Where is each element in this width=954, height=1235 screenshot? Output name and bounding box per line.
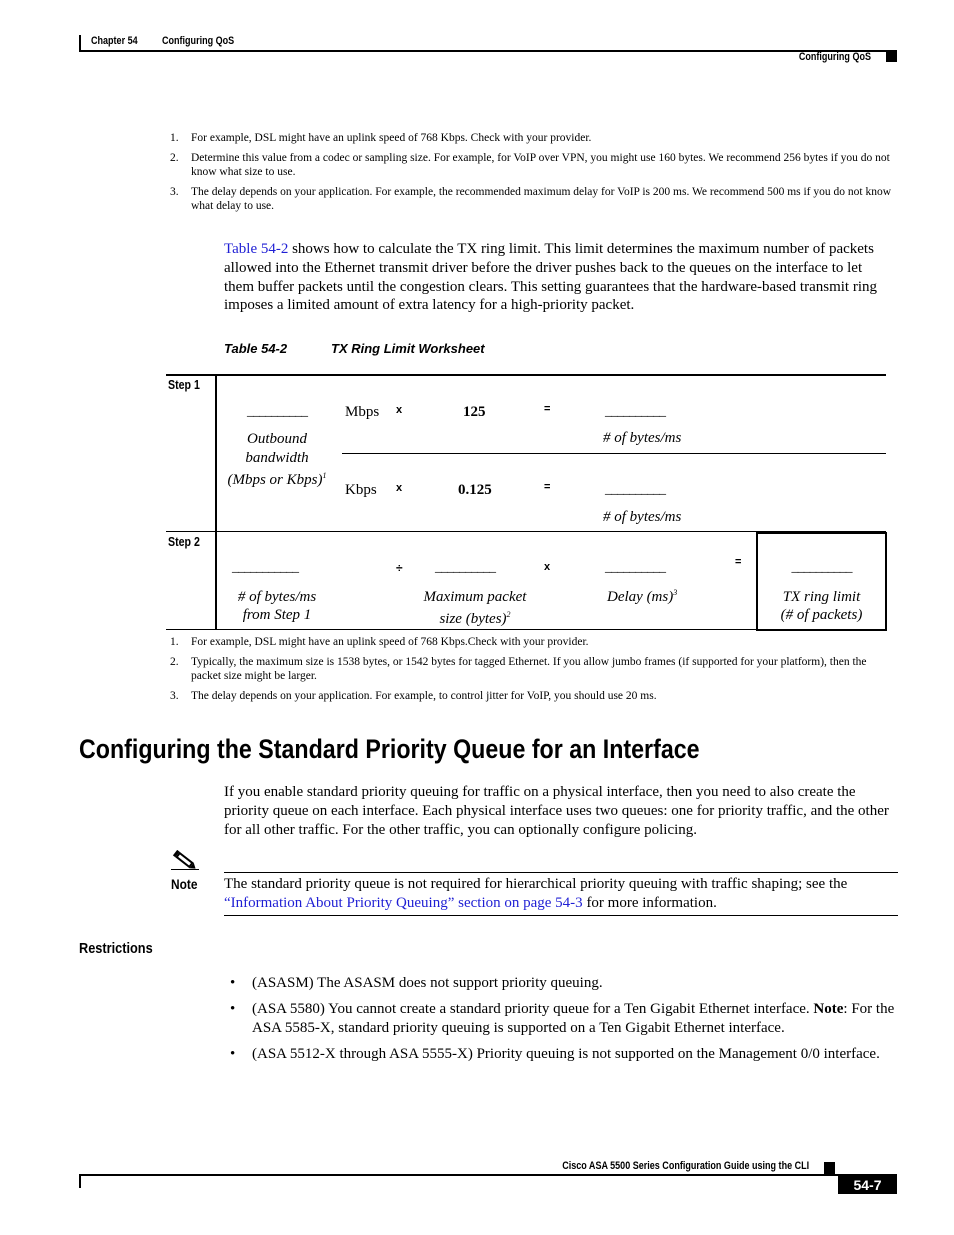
table-top-rule [166,374,886,376]
footnote-number: 2. [170,656,179,668]
table-link[interactable]: Table 54-2 [224,241,289,257]
bullet-icon: • [230,1046,236,1062]
tx-ring-result-box [756,532,887,631]
kbps-result-label: # of bytes/ms [603,509,682,525]
restrictions-heading: Restrictions [79,940,153,957]
footnote-number: 2. [170,152,179,164]
footnote-text: The delay depends on your application. For example, the recommended maximum delay for VoIP is 200 ms. We recommend 500 ms if you do not know what delay to use. [191,186,892,212]
term1-line2: from Step 1 [242,607,312,623]
footnote-number: 3. [170,186,179,198]
term2-line1: Maximum packet [423,589,527,605]
section-paragraph: If you enable standard priority queuing for traffic on a physical interface, then you need to also create the priority queue on each interface. Each physical interface uses two queues: one for priority traffic, and the other for all other traffic. For the other traffic, you can optionally configure policing. [224,784,889,838]
bullet-icon: • [230,975,236,991]
page-number: 54-7 [853,1177,882,1193]
bandwidth-label [218,430,336,490]
equals-operator: = [735,556,742,568]
table-caption-title: TX Ring Limit Worksheet [331,341,485,356]
step1-label: Step 1 [168,378,200,392]
bytes-per-ms-label [218,588,336,624]
intro-text: shows how to calculate the TX ring limit. This limit determines the maximum number of packets allowed into the Ethernet transmit driver before the driver pushes back to the queues on the interface to let them buffer packets until the congestion clears. This setting guarantees that the hardware-based transmit ring imposes a limited amount of extra latency for a high-priority packet. [224,241,877,314]
footnotes-table [170,635,900,705]
footnote-number: 1. [170,132,179,144]
guide-title: Cisco ASA 5500 Series Configuration Guide using the CLI [562,1160,809,1172]
bandwidth-label-line1: Outbound [247,431,307,447]
footnote-text: For example, DSL might have an uplink speed of 768 Kbps. Check with your provider. [191,132,592,144]
packet-size-label [410,588,540,628]
bytes-per-ms-blank[interactable]: ___________ [232,560,298,575]
tx-ring-label [758,588,885,624]
footer-left-rule [79,1174,81,1188]
step1-row-divider [342,453,886,454]
inline-note-bold: Note [813,1001,844,1017]
intro-paragraph [224,240,886,315]
header-left-rule [79,35,81,51]
tx-ring-blank[interactable]: __________ [791,560,852,575]
section-right-label: Configuring QoS [798,51,871,63]
multiply-operator: x [396,404,403,416]
header-rule [79,50,897,52]
term1-line1: # of bytes/ms [237,589,317,605]
priority-queuing-link[interactable]: “Information About Priority Queuing” section on page 54-3 [224,894,583,911]
restriction-text-main: (ASA 5580) You cannot create a standard priority queue for a Ten Gigabit Ethernet interface. [252,1001,814,1017]
result-line1: TX ring limit [782,589,861,605]
footnote-number: 3. [170,690,179,702]
chapter-label: Chapter 54 [91,35,138,47]
mbps-factor: 125 [463,404,486,420]
footer-rule [79,1174,897,1176]
restriction-text-after: : For the ASA 5585-X, standard priority queuing is supported on a Ten Gigabit Ethernet interface. [252,1001,895,1036]
note-bottom-rule [224,915,898,916]
step2-label: Step 2 [168,535,200,549]
footnote-text: The delay depends on your application. For example, to control jitter for VoIP, you should use 20 ms. [191,690,657,702]
footnote-ref: 1 [322,471,327,480]
note-text-after: for more information. [582,894,717,911]
note-label: Note [171,876,198,892]
footnote-number: 1. [170,636,179,648]
delay-label [607,588,677,606]
bandwidth-label-line3: (Mbps or Kbps) [227,472,323,488]
delay-blank[interactable]: __________ [605,560,665,575]
note-icon-underline [171,869,199,870]
restriction-text: (ASA 5512-X through ASA 5555-X) Priority queuing is not supported on the Management 0/0 interface. [252,1046,880,1062]
result-line2: (# of packets) [780,607,863,623]
section-title: Configuring the Standard Priority Queue for an Interface [79,734,700,764]
bandwidth-blank[interactable]: __________ [247,404,307,419]
bullet-icon: • [230,1001,236,1017]
footnotes-top [170,131,900,221]
equals-operator: = [544,481,551,493]
footnote-ref: 2 [506,610,511,619]
note-text-before: The standard priority queue is not required for hierarchical priority queuing with traffic shaping; see the [224,876,848,892]
chapter-title: Configuring QoS [162,35,235,47]
footnote-text: For example, DSL might have an uplink speed of 768 Kbps.Check with your provider. [191,636,589,648]
term2-line2: size (bytes) [439,611,507,627]
multiply-operator: x [396,482,403,494]
kbps-factor: 0.125 [458,482,492,498]
header-block [886,51,897,62]
restriction-text [252,1000,902,1038]
restriction-text: (ASASM) The ASASM does not support priority queuing. [252,975,603,991]
footnote-ref: 3 [673,588,678,597]
bandwidth-label-line2: bandwidth [245,449,309,466]
mbps-unit: Mbps [345,404,380,420]
multiply-operator: x [544,561,551,573]
table-caption-label: Table 54-2 [224,341,288,356]
page-number-box [838,1175,897,1194]
step-column-rule [215,376,217,630]
mbps-result-blank[interactable]: __________ [605,404,665,419]
footnote-text: Determine this value from a codec or sampling size. For example, for VoIP over VPN, you might use 160 bytes. We recommend 256 bytes if you do not know what size to use. [191,152,890,178]
packet-size-blank[interactable]: __________ [435,560,495,575]
footnote-text: Typically, the maximum size is 1538 bytes, or 1542 bytes for tagged Ethernet. If you allow jumbo frames (if supported for your platform), then the packet size might be larger. [191,656,867,682]
footer-block [824,1162,835,1174]
equals-operator: = [544,403,551,415]
mbps-result-label: # of bytes/ms [603,430,682,446]
kbps-result-blank[interactable]: __________ [605,482,665,497]
divide-operator: ÷ [396,561,403,575]
delay-text: Delay (ms) [607,589,674,605]
note-text [224,875,900,913]
note-top-rule [224,872,898,873]
kbps-unit: Kbps [345,482,377,498]
